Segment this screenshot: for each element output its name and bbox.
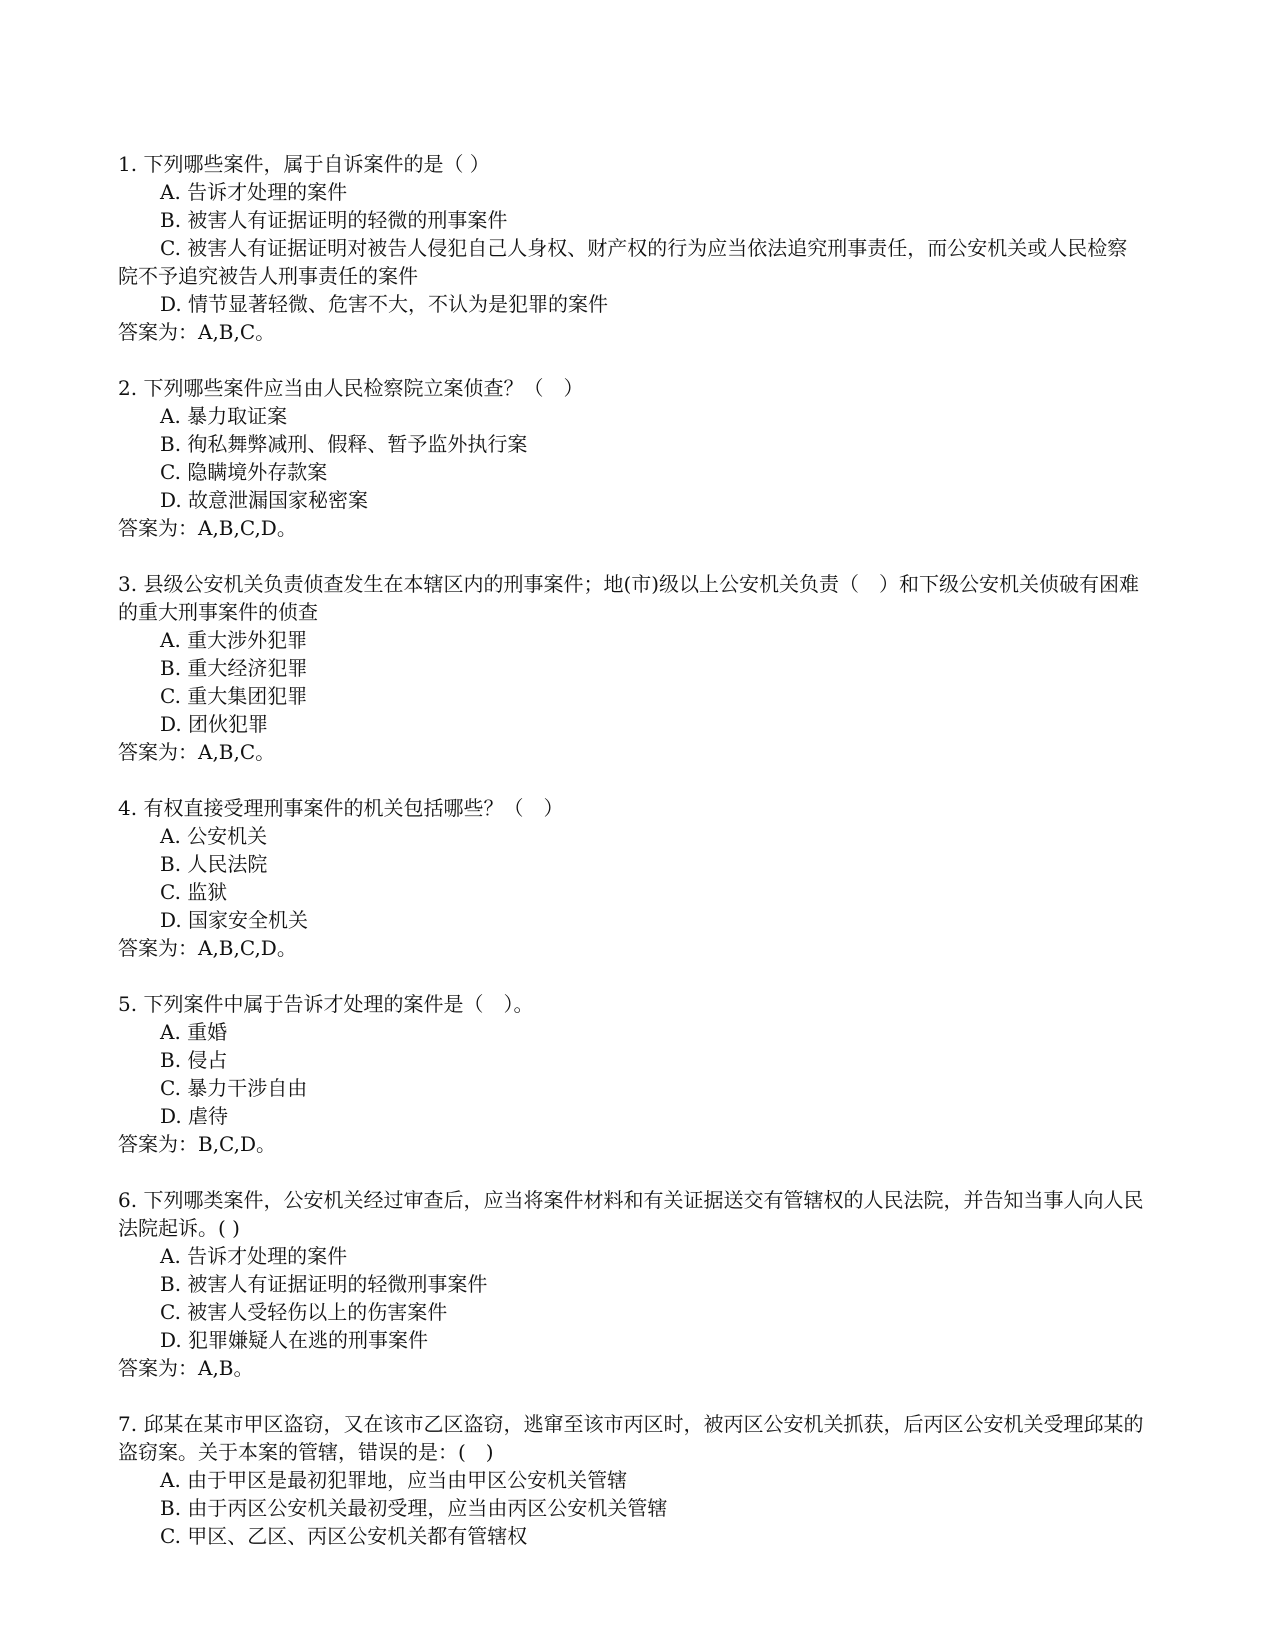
option-c: C. 被害人受轻伤以上的伤害案件 — [160, 1300, 448, 1324]
option-b: B. 被害人有证据证明的轻微的刑事案件 — [160, 208, 508, 232]
question-stem: 1. 下列哪些案件，属于自诉案件的是（ ） — [118, 152, 490, 176]
question-stem: 4. 有权直接受理刑事案件的机关包括哪些？（ ） — [118, 796, 564, 820]
option-b: B. 被害人有证据证明的轻微刑事案件 — [160, 1272, 488, 1296]
option-list — [118, 1242, 1145, 1354]
question-1 — [118, 150, 1145, 346]
answer-line: 答案为：B,C,D。 — [118, 1132, 277, 1156]
option-d: D. 国家安全机关 — [160, 908, 309, 932]
option-b: B. 徇私舞弊减刑、假释、暂予监外执行案 — [160, 432, 528, 456]
option-a: A. 公安机关 — [160, 824, 268, 848]
option-list — [118, 1018, 1145, 1130]
option-list — [118, 402, 1145, 514]
question-stem: 6. 下列哪类案件，公安机关经过审查后，应当将案件材料和有关证据送交有管辖权的人民法院，并告知当事人向人民法院起诉。( ) — [118, 1188, 1144, 1240]
option-d: D. 虐待 — [160, 1104, 229, 1128]
option-list — [118, 178, 1145, 318]
option-c: C. 重大集团犯罪 — [160, 684, 308, 708]
question-6 — [118, 1186, 1145, 1382]
answer-line: 答案为：A,B,C。 — [118, 740, 276, 764]
option-b: B. 重大经济犯罪 — [160, 656, 308, 680]
option-c: C. 甲区、乙区、丙区公安机关都有管辖权 — [160, 1524, 528, 1548]
question-stem: 3. 县级公安机关负责侦查发生在本辖区内的刑事案件；地(市)级以上公安机关负责（ ）和下级公安机关侦破有困难的重大刑事案件的侦查 — [118, 572, 1140, 624]
option-b: B. 人民法院 — [160, 852, 268, 876]
answer-line: 答案为：A,B,C。 — [118, 320, 276, 344]
option-a: A. 告诉才处理的案件 — [160, 1244, 348, 1268]
answer-line: 答案为：A,B。 — [118, 1356, 254, 1380]
option-c: C. 隐瞒境外存款案 — [160, 460, 328, 484]
option-c: C. 暴力干涉自由 — [160, 1076, 308, 1100]
option-a: A. 暴力取证案 — [160, 404, 288, 428]
question-stem: 5. 下列案件中属于告诉才处理的案件是（ ）。 — [118, 992, 534, 1016]
option-a: A. 重大涉外犯罪 — [160, 628, 308, 652]
answer-line: 答案为：A,B,C,D。 — [118, 516, 297, 540]
question-stem: 2. 下列哪些案件应当由人民检察院立案侦查？（ ） — [118, 376, 584, 400]
question-2 — [118, 374, 1145, 542]
option-d: D. 情节显著轻微、危害不大，不认为是犯罪的案件 — [160, 292, 609, 316]
answer-line: 答案为：A,B,C,D。 — [118, 936, 297, 960]
option-a: A. 告诉才处理的案件 — [160, 180, 348, 204]
option-c: C. 监狱 — [160, 880, 228, 904]
option-a: A. 由于甲区是最初犯罪地，应当由甲区公安机关管辖 — [160, 1468, 628, 1492]
question-3 — [118, 570, 1145, 766]
option-a: A. 重婚 — [160, 1020, 228, 1044]
question-7 — [118, 1410, 1145, 1550]
question-4 — [118, 794, 1145, 962]
option-b: B. 由于丙区公安机关最初受理，应当由丙区公安机关管辖 — [160, 1496, 668, 1520]
option-d: D. 故意泄漏国家秘密案 — [160, 488, 369, 512]
option-list — [118, 626, 1145, 738]
option-c: C. 被害人有证据证明对被告人侵犯自己人身权、财产权的行为应当依法追究刑事责任，而公安机关或人民检察院不予追究被告人刑事责任的案件 — [118, 236, 1128, 288]
option-d: D. 团伙犯罪 — [160, 712, 269, 736]
option-d: D. 犯罪嫌疑人在逃的刑事案件 — [160, 1328, 429, 1352]
option-list — [118, 1466, 1145, 1550]
option-list — [118, 822, 1145, 934]
option-b: B. 侵占 — [160, 1048, 228, 1072]
question-5 — [118, 990, 1145, 1158]
question-stem: 7. 邱某在某市甲区盗窃，又在该市乙区盗窃，逃窜至该市丙区时，被丙区公安机关抓获，后丙区公安机关受理邱某的盗窃案。关于本案的管辖，错误的是：( ) — [118, 1412, 1144, 1464]
